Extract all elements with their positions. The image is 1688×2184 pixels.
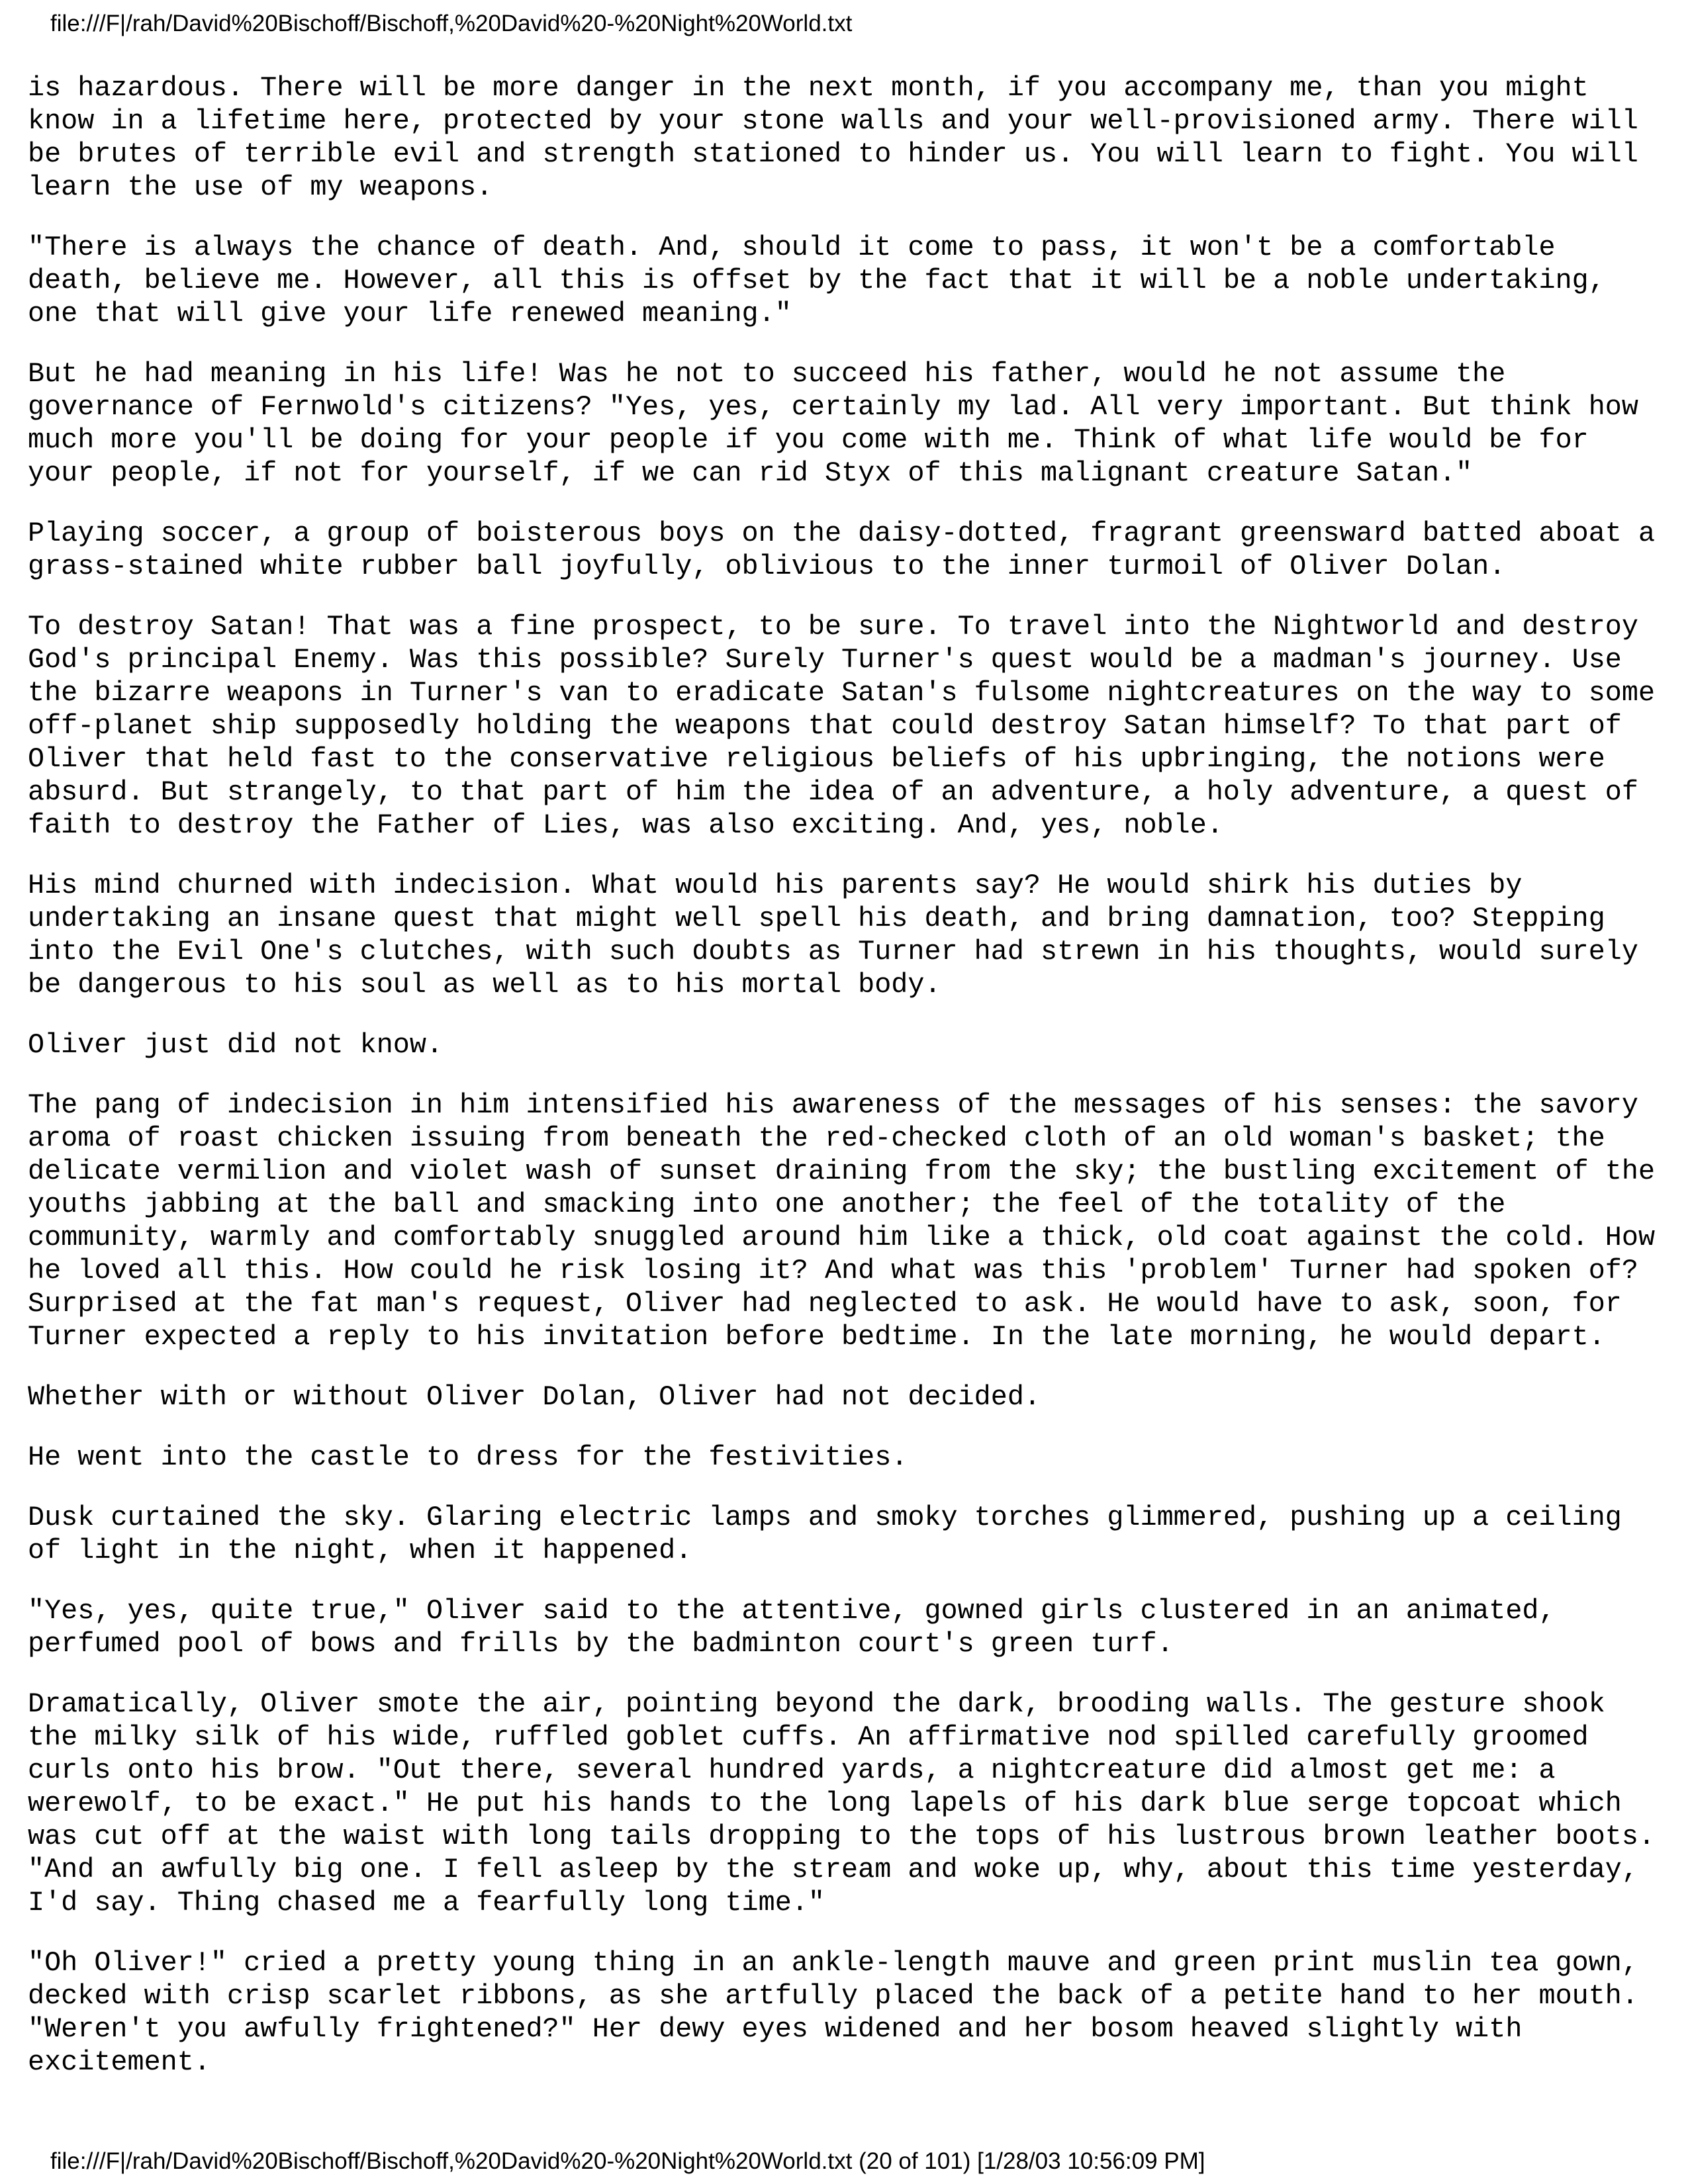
paragraph: The pang of indecision in him intensified his awareness of the messages of his senses: the savory aroma of roast chicken issuing from beneath the red-checked cloth of an old woman's basket; the delicate vermilion and violet wash of sunset draining from the sky; the bustling excitement of the youths jabbing at the ball and smacking into one another; the feel of the totality of the community, warmly and comfortably snuggled around him like a thick, old coat against the cold. How he loved all this. How could he risk losing it? And what was this 'problem' Turner had spoken of? Surprised at the fat man's request, Oliver had neglected to ask. He would have to ask, soon, for Turner expected a reply to his invitation before bedtime. In the late morning, he would depart. [28, 1089, 1656, 1353]
paragraph: Playing soccer, a group of boisterous boys on the daisy-dotted, fragrant greensward batted aboat a grass-stained white rubber ball joyfully, oblivious to the inner turmoil of Oliver Dolan. [28, 518, 1656, 582]
paragraph: is hazardous. There will be more danger in the next month, if you accompany me, than you might know in a lifetime here, protected by your stone walls and your well-provisioned army. There will be brutes of terrible evil and strength stationed to hinder us. You will learn to fight. You will learn the use of my weapons. [28, 72, 1638, 203]
paragraph: Oliver just did not know. [28, 1029, 444, 1061]
paragraph: But he had meaning in his life! Was he not to succeed his father, would he not assume the governance of Fernwold's citizens? "Yes, yes, certainly my lad. All very important. But think how much more you'll be doing for your people if you come with me. Think of what life would be for your people, if not for yourself, if we can rid Styx of this malignant creature Satan." [28, 358, 1638, 489]
paragraph: "There is always the chance of death. And, should it come to pass, it won't be a comfortable death, believe me. However, all this is offset by the fact that it will be a noble undertaking, one that will give your life renewed meaning." [28, 232, 1605, 330]
paragraph: To destroy Satan! That was a fine prospect, to be sure. To travel into the Nightworld and destroy God's principal Enemy. Was this possible? Surely Turner's quest would be a madman's journey. Use the bizarre weapons in Turner's van to eradicate Satan's fulsome nightcreatures on the way to some off-planet ship supposedly holding the weapons that could destroy Satan himself? To that part of Oliver that held fast to the conservative religious beliefs of his upbringing, the notions were absurd. But strangely, to that part of him the idea of an adventure, a holy adventure, a quest of faith to destroy the Father of Lies, was also exciting. And, yes, noble. [28, 611, 1656, 841]
paragraph: Dusk curtained the sky. Glaring electric lamps and smoky torches glimmered, pushing up a ceiling of light in the night, when it happened. [28, 1502, 1622, 1567]
paragraph: "Oh Oliver!" cried a pretty young thing in an ankle-length mauve and green print muslin tea gown, decked with crisp scarlet ribbons, as she artfully placed the back of a petite hand to her mouth. "Weren't you awfully frightened?" Her dewy eyes widened and her bosom heaved slightly with excitement. [28, 1947, 1638, 2078]
document-body [28, 71, 1676, 2106]
page-footer: file:///F|/rah/David%20Bischoff/Bischoff,%20David%20-%20Night%20World.txt (20 of 101) [1/28/03 10:56:09 PM] [50, 2148, 1205, 2174]
paragraph: His mind churned with indecision. What would his parents say? He would shirk his duties by undertaking an insane quest that might well spell his death, and bring damnation, too? Stepping into the Evil One's clutches, with such doubts as Turner had strewn in his thoughts, would surely be dangerous to his soul as well as to his mortal body. [28, 870, 1638, 1001]
page-header-url: file:///F|/rah/David%20Bischoff/Bischoff,%20David%20-%20Night%20World.txt [50, 11, 853, 36]
paragraph: Whether with or without Oliver Dolan, Oliver had not decided. [28, 1381, 1041, 1413]
paragraph: He went into the castle to dress for the festivities. [28, 1441, 908, 1473]
paragraph: Dramatically, Oliver smote the air, pointing beyond the dark, brooding walls. The gesture shook the milky silk of his wide, ruffled goblet cuffs. An affirmative nod spilled carefully groomed curls onto his brow. "Out there, several hundred yards, a nightcreature did almost get me: a werewolf, to be exact." He put his hands to the long lapels of his dark blue serge topcoat which was cut off at the waist with long tails dropping to the tops of his lustrous brown leather boots. "And an awfully big one. I fell asleep by the stream and woke up, why, about this time yesterday, I'd say. Thing chased me a fearfully long time." [28, 1688, 1656, 1919]
paragraph: "Yes, yes, quite true," Oliver said to the attentive, gowned girls clustered in an animated, perfumed pool of bows and frills by the badminton court's green turf. [28, 1595, 1556, 1660]
